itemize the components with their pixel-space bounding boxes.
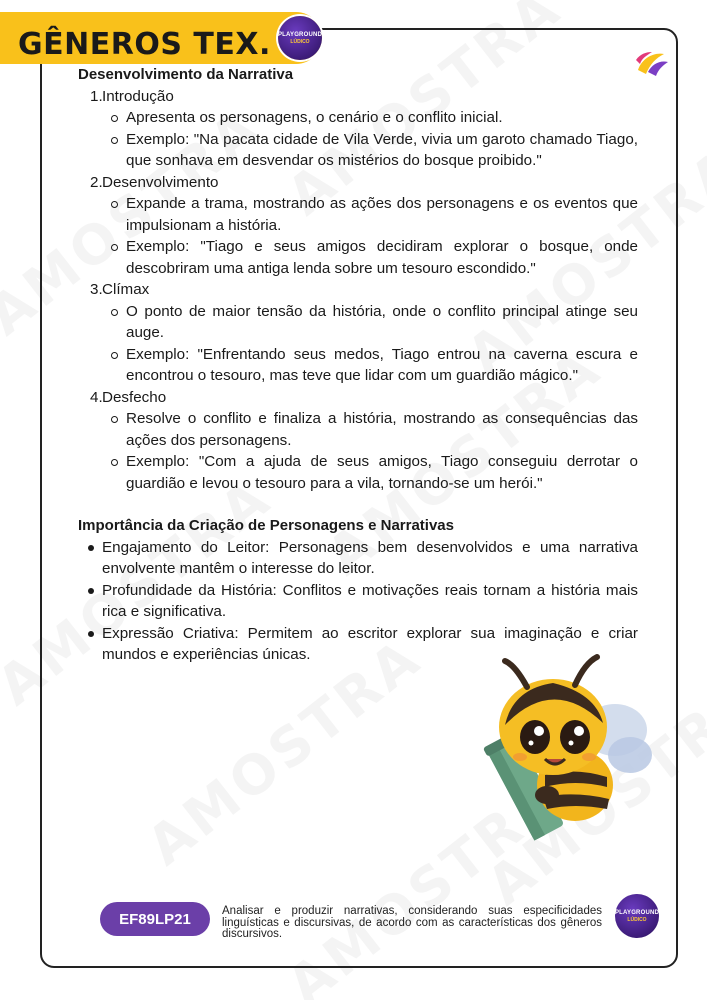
step-detail: Resolve o conflito e finaliza a história, mostrando as consequências das ações dos personagens. — [78, 408, 638, 451]
importance-item: Engajamento do Leitor: Personagens bem desenvolvidos e uma narrativa envolvente mantêm o interesse do leitor. — [78, 537, 638, 580]
step-number: 1. — [90, 87, 103, 105]
step-label — [78, 279, 638, 301]
step-number: 2. — [90, 173, 103, 191]
playground-logo — [615, 894, 659, 938]
title-badge — [0, 12, 322, 64]
step-example: Exemplo: "Tiago e seus amigos decidiram explorar o bosque, onde descobriram uma antiga lenda sobre um tesouro escondido." — [78, 236, 638, 279]
logo-line1: PLAYGROUND — [614, 909, 660, 916]
main-content — [78, 64, 638, 666]
step-example: Exemplo: "Na pacata cidade de Vila Verde, vivia um garoto chamado Tiago, que sonhava em desvendar os mistérios do bosque proibido." — [78, 129, 638, 172]
narrative-step — [78, 387, 638, 495]
narrative-step — [78, 172, 638, 280]
step-label — [78, 172, 638, 194]
step-example: Exemplo: "Com a ajuda de seus amigos, Tiago conseguiu derrotar o guardião e levou o tesouro para a vila, tornando-se um herói." — [78, 451, 638, 494]
step-example: Exemplo: "Enfrentando seus medos, Tiago entrou na caverna escura e encontrou o tesouro, mas teve que lidar com um guardião mágico." — [78, 344, 638, 387]
step-number: 4. — [90, 388, 103, 406]
logo-line2: LÚDICO — [290, 38, 310, 45]
importance-item: Profundidade da História: Conflitos e motivações reais tornam a história mais rica e significativa. — [78, 580, 638, 623]
narrative-heading: Desenvolvimento da Narrativa — [78, 66, 294, 83]
page-title: GÊNEROS TEX. — [18, 27, 271, 62]
step-title: Desenvolvimento — [102, 173, 219, 191]
logo-line2: LÚDICO — [627, 916, 647, 923]
narrative-step — [78, 279, 638, 387]
skill-code-badge: EF89LP21 — [100, 902, 210, 936]
importance-heading: Importância da Criação de Personagens e Narrativas — [78, 517, 454, 534]
step-detail: Expande a trama, mostrando as ações dos personagens e os eventos que impulsionam a história. — [78, 193, 638, 236]
step-detail: Apresenta os personagens, o cenário e o conflito inicial. — [78, 107, 638, 129]
logo-line1: PLAYGROUND — [277, 31, 323, 38]
step-title: Clímax — [102, 281, 150, 298]
step-detail: O ponto de maior tensão da história, onde o conflito principal atinge seu auge. — [78, 301, 638, 344]
step-label — [78, 86, 638, 108]
narrative-step — [78, 86, 638, 172]
playground-logo — [278, 16, 322, 60]
step-title: Introdução — [102, 87, 174, 105]
step-label — [78, 387, 638, 409]
importance-item: Expressão Criativa: Permitem ao escritor explorar sua imaginação e criar mundos e experiências únicas. — [78, 623, 638, 666]
step-number: 3. — [90, 281, 103, 298]
paint-splash-icon — [634, 48, 670, 78]
step-title: Desfecho — [102, 388, 167, 406]
bee-mascot-illustration — [465, 645, 665, 845]
skill-description: Analisar e produzir narrativas, considerando suas especificidades linguísticas e discursivas, de acordo com as características dos gêneros discursivos. — [222, 905, 602, 940]
